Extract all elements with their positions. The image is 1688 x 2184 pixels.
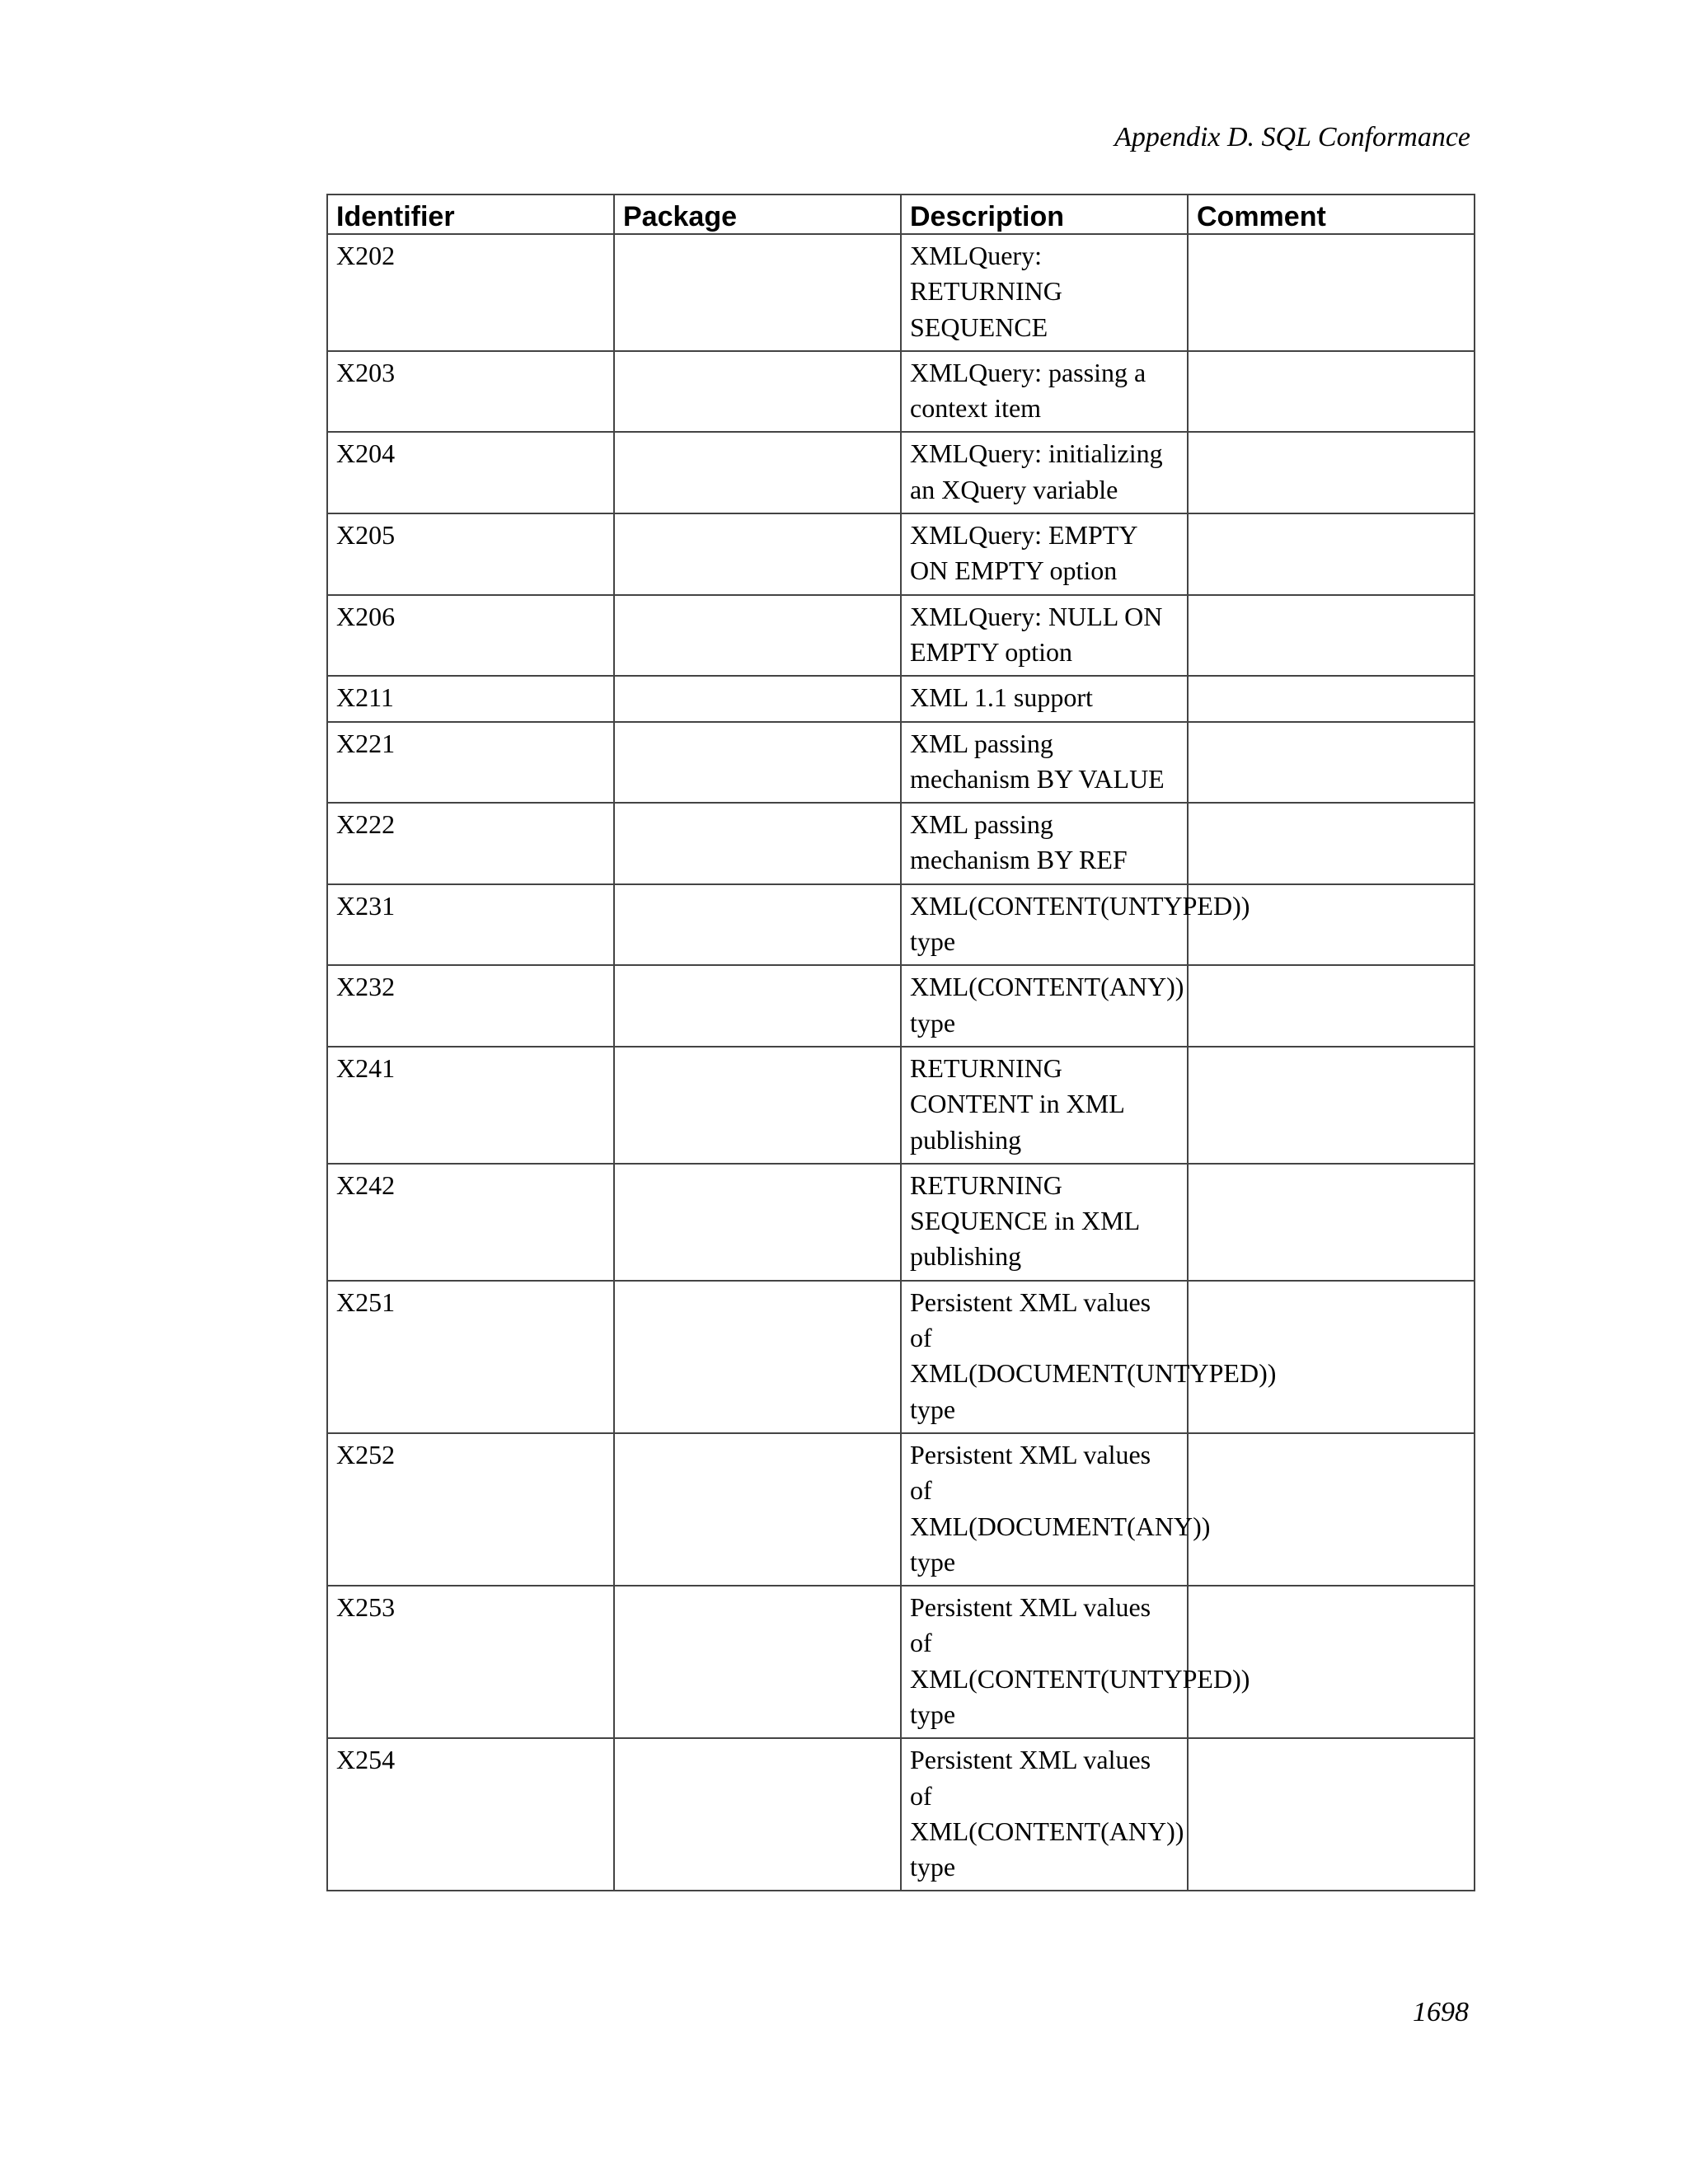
description-line: XMLQuery: passing a [910, 357, 1146, 387]
identifier-cell: X231 [327, 884, 614, 966]
table-row [327, 1047, 1475, 1164]
comment-cell [1188, 722, 1475, 804]
description-line: type [910, 1699, 956, 1729]
package-cell [614, 1281, 901, 1433]
table-body [327, 234, 1475, 1891]
identifier-cell: X252 [327, 1433, 614, 1586]
comment-cell [1188, 1738, 1475, 1891]
identifier-cell: X204 [327, 432, 614, 513]
description-line: XML passing [910, 809, 1053, 840]
description-line: XML passing [910, 728, 1053, 758]
identifier-cell: X222 [327, 803, 614, 884]
description-line: EMPTY option [910, 636, 1073, 667]
table-row [327, 595, 1475, 677]
table-row [327, 1164, 1475, 1281]
description-line: Persistent XML values [910, 1745, 1151, 1775]
table-row [327, 351, 1475, 433]
table-row [327, 432, 1475, 513]
package-cell [614, 1586, 901, 1738]
description-line: publishing [910, 1124, 1022, 1155]
table-header [327, 194, 1475, 234]
table-row [327, 234, 1475, 351]
description-cell [901, 432, 1188, 513]
description-line: Persistent XML values [910, 1286, 1151, 1317]
package-cell [614, 803, 901, 884]
identifier-cell: X203 [327, 351, 614, 433]
description-cell [901, 1586, 1250, 1738]
description-line: of [910, 1628, 932, 1658]
description-line: SEQUENCE [910, 312, 1048, 342]
comment-cell [1188, 234, 1475, 351]
package-cell [614, 1738, 901, 1891]
description-cell [901, 884, 1250, 966]
package-cell [614, 1047, 901, 1164]
description-cell [901, 1433, 1211, 1586]
identifier-cell: X251 [327, 1281, 614, 1433]
comment-cell [1188, 1164, 1475, 1281]
package-cell [614, 513, 901, 595]
description-cell [901, 965, 1188, 1047]
description-cell [901, 1281, 1277, 1433]
description-cell [901, 722, 1188, 804]
identifier-cell: X221 [327, 722, 614, 804]
description-line: RETURNING [910, 1052, 1062, 1083]
comment-cell [1188, 595, 1475, 677]
description-line: type [910, 1852, 956, 1882]
description-cell [901, 351, 1188, 433]
package-cell [614, 722, 901, 804]
package-cell [614, 351, 901, 433]
description-cell [901, 234, 1188, 351]
table-row [327, 1738, 1475, 1891]
comment-cell [1188, 1281, 1475, 1433]
comment-cell [1188, 432, 1475, 513]
table-row [327, 1433, 1475, 1586]
description-line: ON EMPTY option [910, 555, 1118, 586]
description-line: type [910, 1007, 956, 1038]
identifier-cell: X242 [327, 1164, 614, 1281]
description-line: Persistent XML values [910, 1439, 1151, 1469]
identifier-cell: X205 [327, 513, 614, 595]
comment-cell [1188, 351, 1475, 433]
description-cell [901, 513, 1188, 595]
description-line: CONTENT in XML [910, 1089, 1125, 1119]
comment-cell [1188, 1433, 1475, 1586]
conformance-table [326, 194, 1475, 1891]
running-header: Appendix D. SQL Conformance [1114, 122, 1470, 152]
column-header-comment: Comment [1188, 194, 1475, 234]
identifier-cell: X211 [327, 676, 614, 721]
description-line: XMLQuery: NULL ON [910, 601, 1163, 631]
table-row [327, 803, 1475, 884]
description-line: XML(CONTENT(UNTYPED)) [910, 1663, 1250, 1694]
package-cell [614, 676, 901, 721]
description-line: of [910, 1323, 932, 1353]
description-line: type [910, 1394, 956, 1424]
comment-cell [1188, 803, 1475, 884]
description-line: XMLQuery: [910, 241, 1042, 270]
package-cell [614, 965, 901, 1047]
description-line: XMLQuery: EMPTY [910, 520, 1138, 551]
description-line: type [910, 1546, 956, 1577]
description-line: XML(CONTENT(UNTYPED)) [910, 890, 1250, 921]
description-cell [901, 595, 1188, 677]
comment-cell [1188, 676, 1475, 721]
package-cell [614, 884, 901, 966]
table-row [327, 1281, 1475, 1433]
description-cell [901, 1738, 1188, 1891]
column-header-description: Description [901, 194, 1188, 234]
description-cell [901, 1164, 1188, 1281]
description-line: RETURNING [910, 276, 1062, 307]
description-line: context item [910, 393, 1042, 424]
description-line: mechanism BY REF [910, 845, 1128, 875]
table-row [327, 884, 1475, 966]
header-row [327, 194, 1475, 234]
table-row [327, 1586, 1475, 1738]
description-line: Persistent XML values [910, 1592, 1151, 1623]
description-line: XML 1.1 support [910, 682, 1093, 713]
column-header-package: Package [614, 194, 901, 234]
description-line: of [910, 1780, 932, 1811]
description-line: SEQUENCE in XML [910, 1206, 1141, 1236]
package-cell [614, 595, 901, 677]
identifier-cell: X241 [327, 1047, 614, 1164]
description-line: XML(CONTENT(ANY)) [910, 972, 1184, 1002]
identifier-cell: X253 [327, 1586, 614, 1738]
page-number: 1698 [1413, 1997, 1469, 2027]
description-cell [901, 803, 1188, 884]
description-line: XML(DOCUMENT(UNTYPED)) [910, 1358, 1277, 1389]
table-row [327, 676, 1475, 721]
description-line: mechanism BY VALUE [910, 763, 1165, 794]
identifier-cell: X202 [327, 234, 614, 351]
comment-cell [1188, 1586, 1475, 1738]
comment-cell [1188, 513, 1475, 595]
package-cell [614, 432, 901, 513]
description-line: type [910, 926, 956, 957]
package-cell [614, 1164, 901, 1281]
table-row [327, 513, 1475, 595]
identifier-cell: X232 [327, 965, 614, 1047]
description-cell [901, 1047, 1188, 1164]
column-header-identifier: Identifier [327, 194, 614, 234]
package-cell [614, 1433, 901, 1586]
identifier-cell: X206 [327, 595, 614, 677]
description-line: of [910, 1475, 932, 1506]
description-line: an XQuery variable [910, 474, 1118, 504]
table-row [327, 722, 1475, 804]
comment-cell [1188, 965, 1475, 1047]
description-line: XML(DOCUMENT(ANY)) [910, 1511, 1211, 1541]
comment-cell [1188, 1047, 1475, 1164]
package-cell [614, 234, 901, 351]
description-cell [901, 676, 1188, 721]
identifier-cell: X254 [327, 1738, 614, 1891]
description-line: XMLQuery: initializing [910, 438, 1163, 469]
description-line: RETURNING [910, 1169, 1062, 1200]
description-line: XML(CONTENT(ANY)) [910, 1816, 1184, 1846]
table-row [327, 965, 1475, 1047]
description-line: publishing [910, 1241, 1022, 1272]
